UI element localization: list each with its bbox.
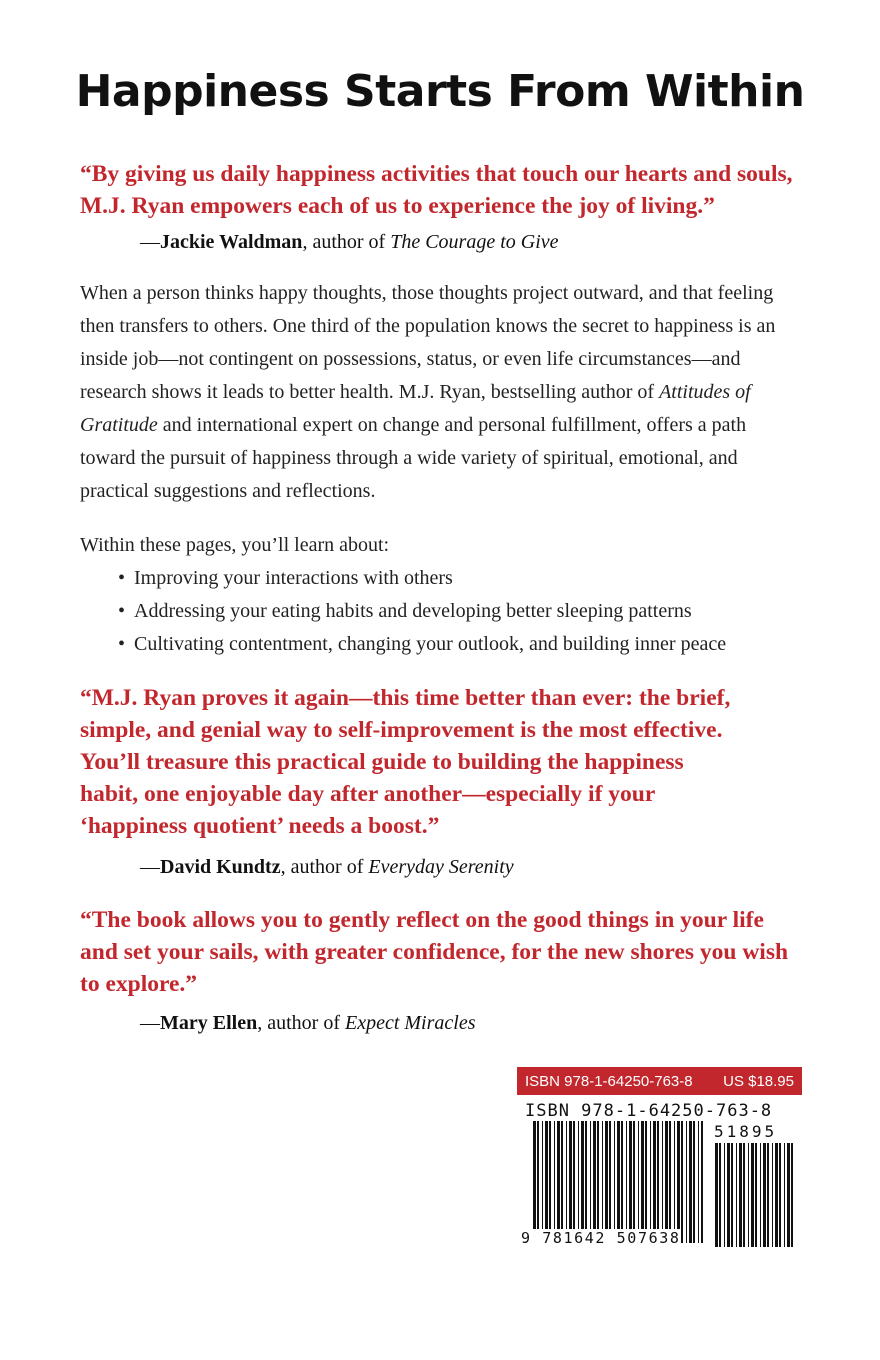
bullet-icon: •	[118, 567, 126, 589]
barcode-bar	[719, 1143, 721, 1247]
book-description	[80, 277, 805, 508]
barcode-bar	[593, 1121, 596, 1243]
barcode-bar	[641, 1121, 644, 1243]
cover-heading: Happiness Starts From Within	[75, 66, 805, 117]
barcode-bar	[609, 1121, 611, 1243]
barcode-bar	[585, 1121, 587, 1243]
addon-barcode	[715, 1143, 793, 1247]
attribution-book-title: Expect Miracles	[344, 1012, 476, 1034]
barcode-bar	[731, 1143, 733, 1247]
bullet-icon: •	[118, 600, 126, 622]
list-item	[118, 562, 726, 595]
barcode-bar	[686, 1121, 687, 1243]
barcode-bar	[602, 1121, 603, 1243]
isbn-label: ISBN 978-1-64250-763-8	[525, 1072, 693, 1090]
barcode-bar	[554, 1121, 555, 1243]
barcode-bar	[677, 1121, 680, 1243]
price-label: US $18.95	[723, 1072, 794, 1090]
barcode-bar	[617, 1121, 620, 1243]
barcode-bar	[542, 1121, 543, 1243]
barcode-bar	[633, 1121, 635, 1243]
barcode-price-code: 51895	[714, 1122, 778, 1141]
attribution-book-title: The Courage to Give	[390, 231, 559, 253]
attribution-connector: , author of	[280, 856, 369, 878]
barcode-bar	[693, 1121, 695, 1243]
barcode-bar	[578, 1121, 579, 1243]
ean13-barcode	[533, 1121, 703, 1243]
quote-waldman: “By giving us daily happiness activities that touch our hearts and souls, M.J. Ryan empowers each of us to experience the joy of living.”	[80, 161, 793, 219]
list-item-text: Cultivating contentment, changing your outlook, and building inner peace	[134, 633, 727, 655]
barcode-bar	[779, 1143, 781, 1247]
barcode-bar	[537, 1121, 539, 1243]
attribution-name: David Kundtz	[160, 856, 281, 878]
attribution-kundtz	[140, 854, 514, 880]
barcode-bar	[775, 1143, 778, 1247]
barcode-bar	[581, 1121, 584, 1243]
barcode-bar	[760, 1143, 761, 1247]
barcode-bar	[701, 1121, 703, 1243]
isbn-price-box	[517, 1067, 802, 1095]
barcode-bar	[674, 1121, 675, 1243]
list-item	[118, 628, 726, 661]
barcode-bar	[772, 1143, 773, 1247]
attribution-ellen	[140, 1010, 475, 1036]
barcode-bar	[724, 1143, 725, 1247]
barcode-bar	[791, 1143, 793, 1247]
barcode-digits: 9 781642 507638	[521, 1229, 681, 1247]
barcode-bar	[650, 1121, 651, 1243]
barcode-bar	[626, 1121, 627, 1243]
quote-kundtz: “M.J. Ryan proves it again—this time better than ever: the brief, simple, and genial way to self-improvement is the most effective. You’ll treasure this practical guide to building the happiness habit, one enjoyable day after another—especially if your ‘happiness quotient’ needs a boost.”	[80, 685, 731, 839]
barcode-bar	[557, 1121, 560, 1243]
barcode-bar	[614, 1121, 615, 1243]
quote-ellen: “The book allows you to gently reflect on the good things in your life and set your sails, with greater confidence, for the new shores you wish to explore.”	[80, 907, 789, 997]
barcode-bar	[767, 1143, 769, 1247]
barcode-bar	[605, 1121, 608, 1243]
barcode-block	[517, 1095, 802, 1255]
barcode-bar	[698, 1121, 699, 1243]
barcode-bar	[748, 1143, 749, 1247]
barcode-bar	[561, 1121, 563, 1243]
list-intro: Within these pages, you’ll learn about:	[80, 534, 390, 556]
list-item	[118, 595, 726, 628]
barcode-bar	[763, 1143, 766, 1247]
barcode-bar	[787, 1143, 790, 1247]
attribution-dash: —	[140, 1012, 160, 1034]
barcode-bar	[573, 1121, 575, 1243]
barcode-bar	[645, 1121, 647, 1243]
barcode-bar	[590, 1121, 591, 1243]
barcode-bar	[597, 1121, 599, 1243]
barcode-bar	[736, 1143, 737, 1247]
barcode-bar	[751, 1143, 754, 1247]
barcode-bar	[621, 1121, 623, 1243]
description-book-title: Attitudes of Gratitude	[80, 381, 751, 436]
barcode-bar	[665, 1121, 668, 1243]
barcode-bar	[739, 1143, 742, 1247]
barcode-bar	[755, 1143, 757, 1247]
barcode-bar	[657, 1121, 659, 1243]
barcode-bar	[533, 1121, 536, 1243]
barcode-bar	[743, 1143, 745, 1247]
barcode-bar	[569, 1121, 572, 1243]
attribution-name: Jackie Waldman	[160, 231, 303, 253]
barcode-bar	[715, 1143, 718, 1247]
barcode-isbn-text: ISBN 978-1-64250-763-8	[525, 1101, 773, 1121]
barcode-bar	[549, 1121, 551, 1243]
barcode-bar	[689, 1121, 692, 1243]
bullet-icon: •	[118, 633, 126, 655]
barcode-bar	[727, 1143, 730, 1247]
list-item-text: Improving your interactions with others	[134, 567, 453, 589]
description-text-1: When a person thinks happy thoughts, those thoughts project outward, and that feeling then transfers to others. One third of the population knows the secret to happiness is an inside job—not contingent on possessions, status, or even life circumstances—and research shows it leads to better health. M.J. Ryan, bestselling author of	[80, 282, 776, 403]
barcode-bar	[784, 1143, 785, 1247]
list-item-text: Addressing your eating habits and developing better sleeping patterns	[134, 600, 692, 622]
barcode-bar	[681, 1121, 683, 1243]
barcode-bar	[545, 1121, 548, 1243]
attribution-dash: —	[140, 231, 160, 253]
barcode-bar	[566, 1121, 567, 1243]
attribution-waldman	[140, 229, 559, 255]
barcode-bar	[653, 1121, 656, 1243]
barcode-bar	[669, 1121, 671, 1243]
topics-list	[118, 562, 726, 661]
description-text-2: and international expert on change and personal fulfillment, offers a path toward the pursuit of happiness through a wide variety of spiritual, emotional, and practical suggestions and reflections.	[80, 414, 747, 502]
attribution-connector: , author of	[257, 1012, 345, 1034]
attribution-book-title: Everyday Serenity	[368, 856, 514, 878]
attribution-name: Mary Ellen	[160, 1012, 258, 1034]
barcode-bar	[662, 1121, 663, 1243]
barcode-bar	[638, 1121, 639, 1243]
attribution-dash: —	[140, 856, 160, 878]
attribution-connector: , author of	[302, 231, 391, 253]
barcode-bar	[629, 1121, 632, 1243]
